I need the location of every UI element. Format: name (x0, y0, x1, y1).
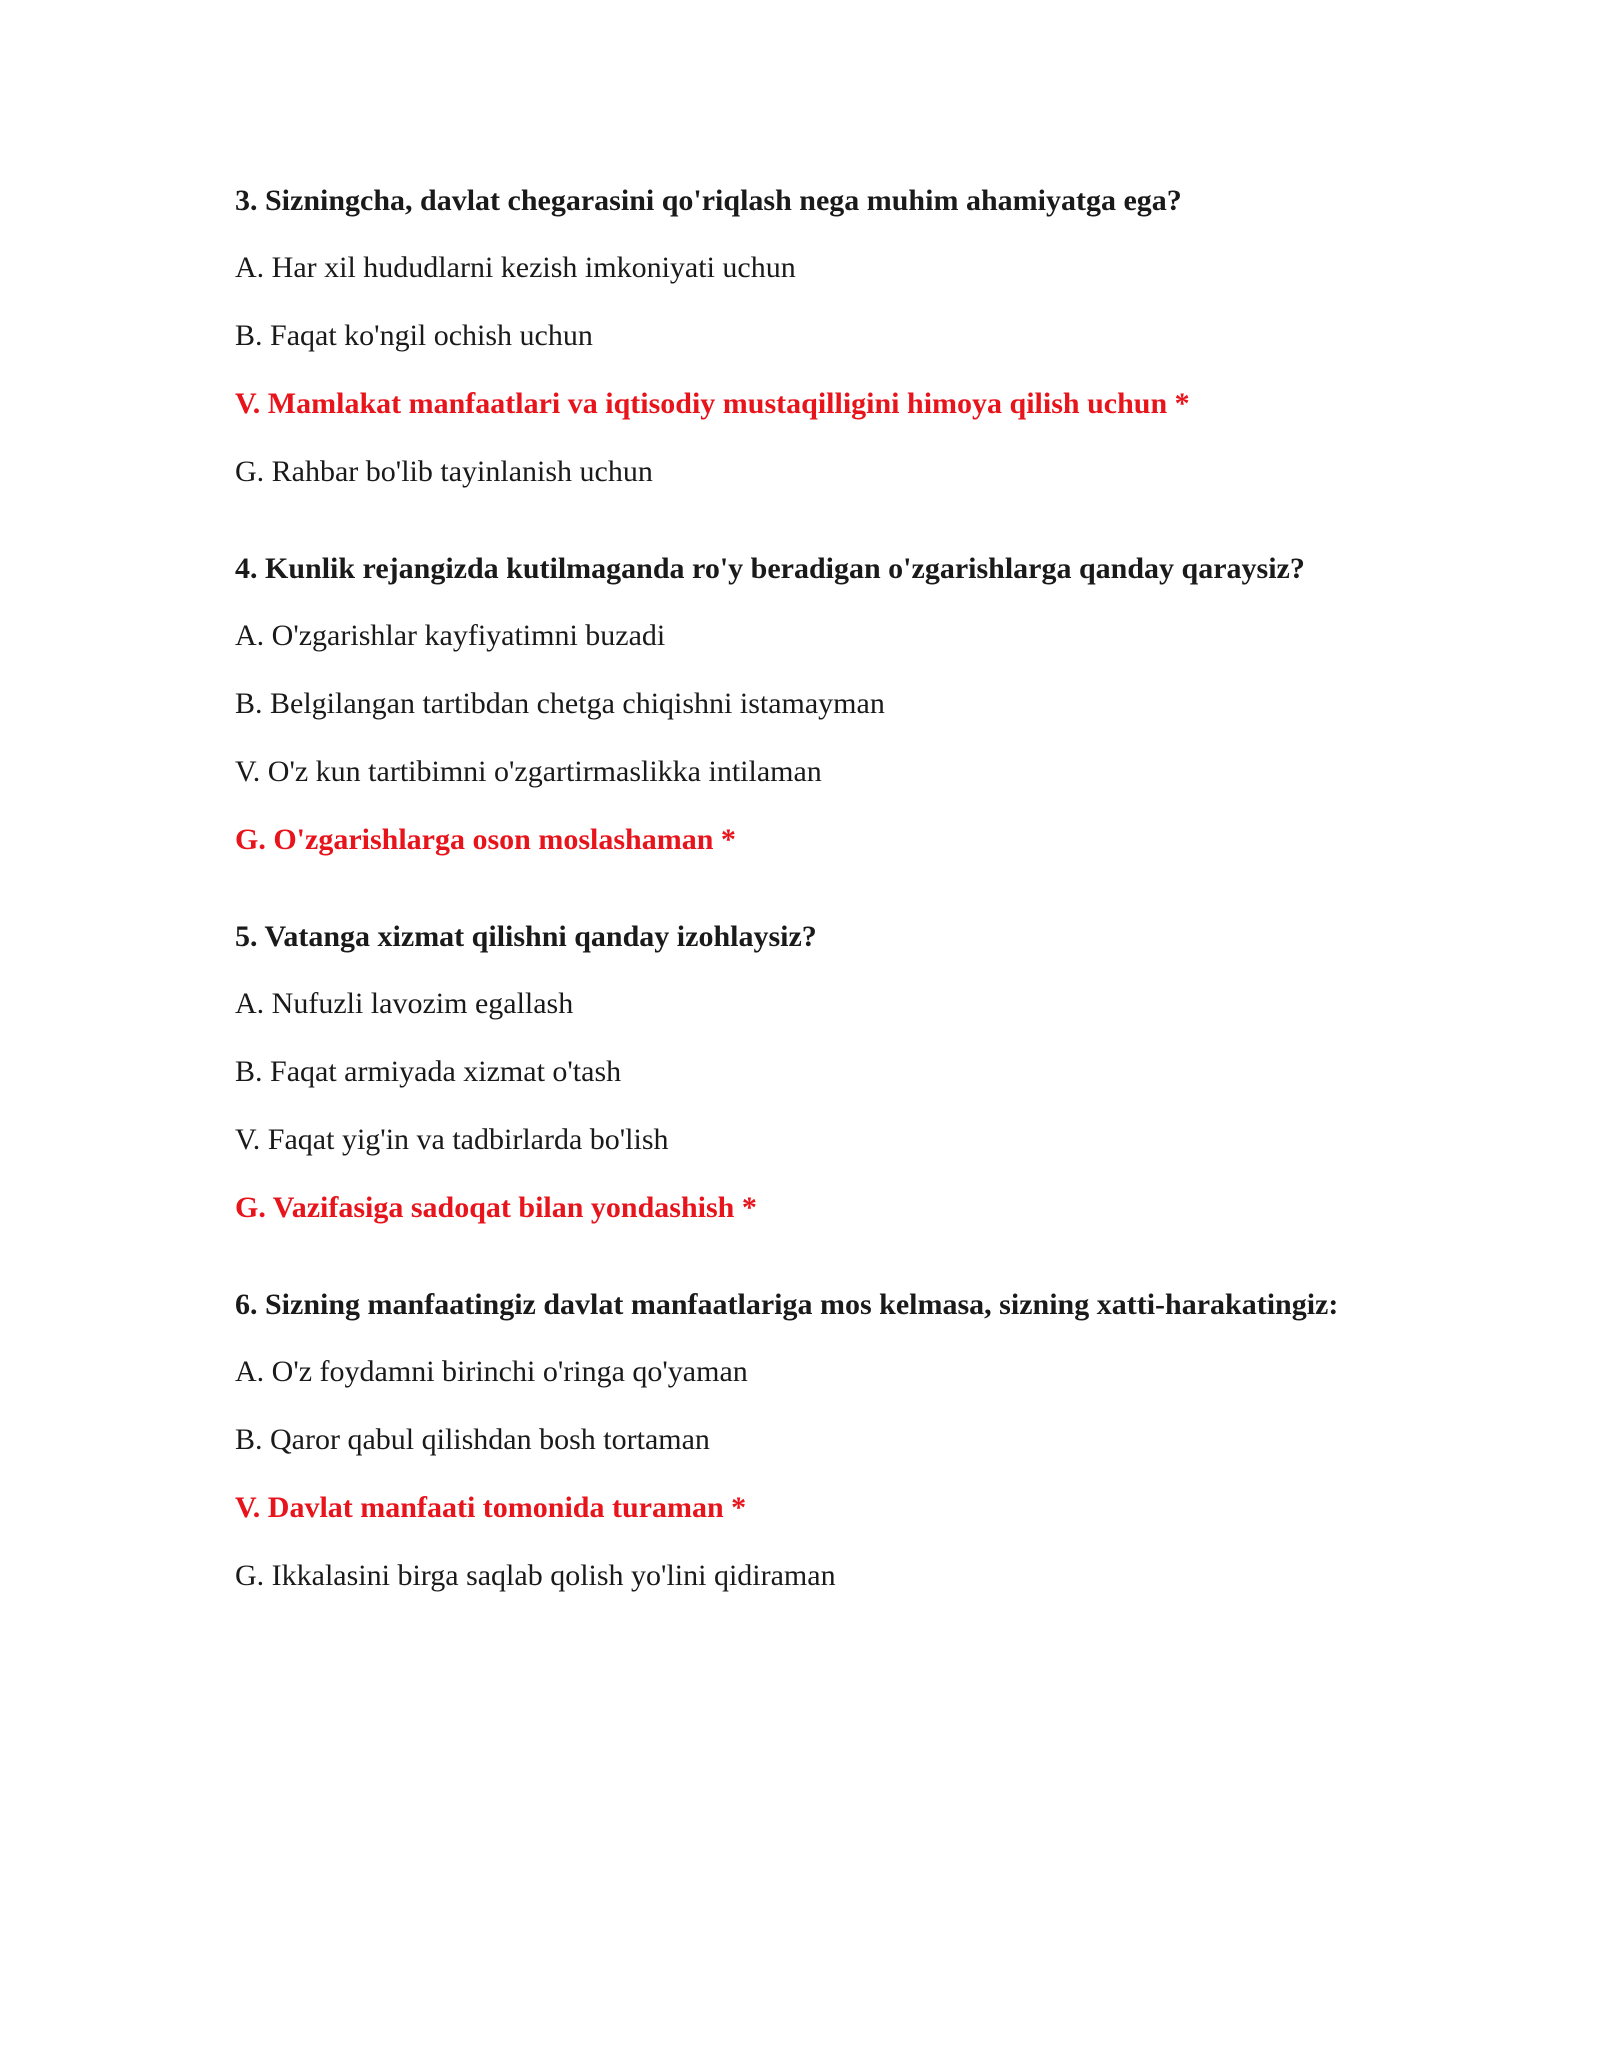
question-text: 3. Sizningcha, davlat chegarasini qo'riqlash nega muhim ahamiyatga ega? (235, 184, 1182, 217)
option-v-correct: V. Mamlakat manfaatlari va iqtisodiy mustaqilligini himoya qilish uchun * (235, 387, 1190, 420)
question-text: 4. Kunlik rejangizda kutilmaganda ro'y beradigan o'zgarishlarga qanday qaraysiz? (235, 552, 1305, 585)
option-b: B. Belgilangan tartibdan chetga chiqishni istamayman (235, 687, 885, 720)
question-text: 5. Vatanga xizmat qilishni qanday izohlaysiz? (235, 920, 817, 953)
option-v: V. Faqat yig'in va tadbirlarda bo'lish (235, 1123, 669, 1156)
option-a: A. O'z foydamni birinchi o'ringa qo'yaman (235, 1355, 748, 1388)
option-g: G. Rahbar bo'lib tayinlanish uchun (235, 455, 653, 488)
option-a: A. Nufuzli lavozim egallash (235, 987, 574, 1020)
option-b: B. Faqat ko'ngil ochish uchun (235, 319, 593, 352)
question-block-3 (235, 180, 1365, 492)
question-text: 6. Sizning manfaatingiz davlat manfaatlariga mos kelmasa, sizning xatti-harakatingiz: (235, 1288, 1339, 1321)
option-b: B. Qaror qabul qilishdan bosh tortaman (235, 1423, 710, 1456)
option-b: B. Faqat armiyada xizmat o'tash (235, 1055, 622, 1088)
question-block-6 (235, 1284, 1365, 1596)
option-v-correct: V. Davlat manfaati tomonida turaman * (235, 1491, 747, 1524)
option-a: A. Har xil hududlarni kezish imkoniyati uchun (235, 251, 796, 284)
option-a: A. O'zgarishlar kayfiyatimni buzadi (235, 619, 666, 652)
question-block-5 (235, 916, 1365, 1228)
question-block-4 (235, 548, 1365, 860)
option-g-correct: G. Vazifasiga sadoqat bilan yondashish * (235, 1191, 757, 1224)
option-g: G. Ikkalasini birga saqlab qolish yo'lini qidiraman (235, 1559, 836, 1592)
option-g-correct: G. O'zgarishlarga oson moslashaman * (235, 823, 736, 856)
option-v: V. O'z kun tartibimni o'zgartirmaslikka intilaman (235, 755, 822, 788)
document-page (235, 180, 1365, 1652)
